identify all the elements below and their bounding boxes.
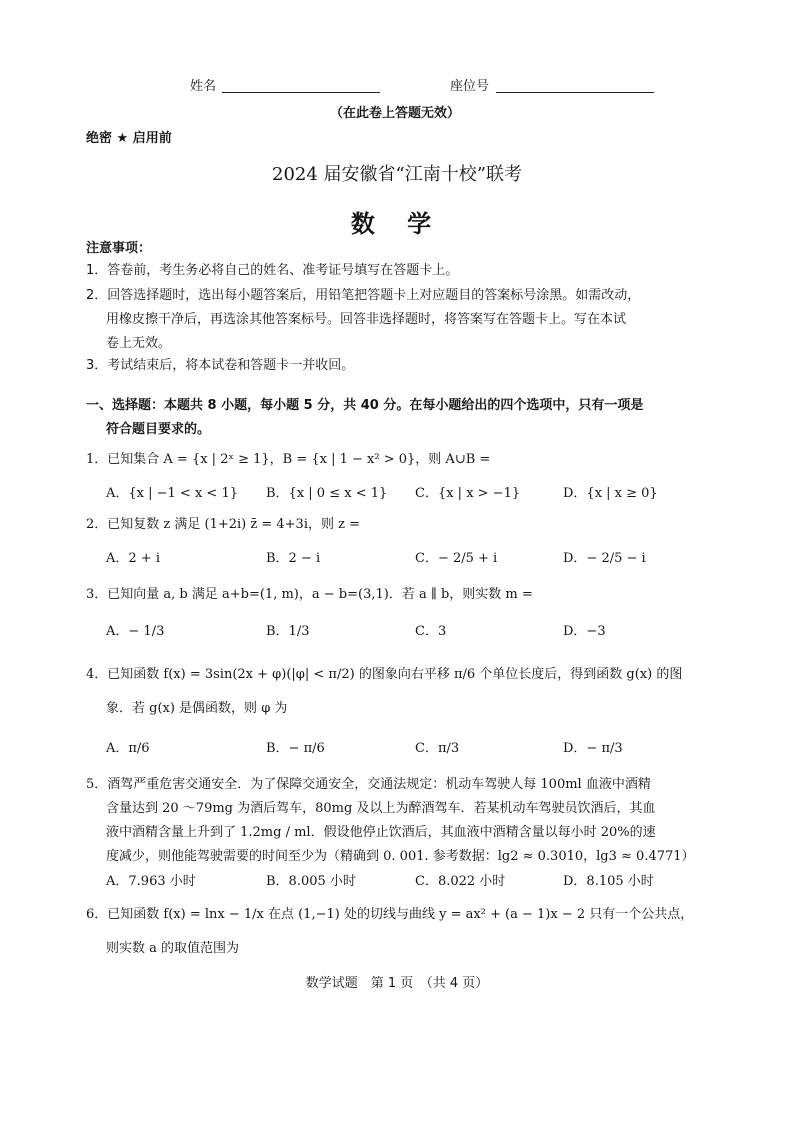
- question-3-option-b: B．1/3: [266, 624, 310, 639]
- question-1-option-a: A．{x | −1 < x < 1}: [106, 486, 238, 501]
- question-2-option-a: A．2 + i: [106, 551, 160, 566]
- question-3-option-c: C．3: [415, 624, 447, 639]
- notice-heading: 注意事项：: [86, 241, 152, 256]
- question-4-option-d: D．− π/3: [563, 741, 623, 756]
- question-4-stem: 4．已知函数 f(x) = 3sin(2x + φ)(|φ| < π/2) 的图象向右平移 π/6 个单位长度后，得到函数 g(x) 的图: [86, 667, 683, 682]
- question-6-stem: 6．已知函数 f(x) = lnx − 1/x 在点 (1,−1) 处的切线与曲线 y = ax² + (a − 1)x − 2 只有一个公共点，: [86, 907, 694, 922]
- question-5-stem-cont: 含量达到 20 ～79mg 为酒后驾车，80mg 及以上为醉酒驾车．若某机动车驾驶员饮酒后，其血: [106, 801, 656, 816]
- section-heading: 一、选择题：本题共 8 小题，每小题 5 分，共 40 分。在每小题给出的四个选项中，只有一项是: [86, 398, 644, 413]
- question-2-option-c: C．− 2/5 + i: [415, 551, 498, 566]
- question-2-stem: 2．已知复数 z 满足 (1+2i) z̄ = 4+3i，则 z =: [86, 517, 360, 532]
- question-3-stem: 3．已知向量 a, b 满足 a+b=(1, m)，a − b=(3,1)．若 a ∥ b，则实数 m =: [86, 587, 533, 602]
- notice-item: 1．答卷前，考生务必将自己的姓名、准考证号填写在答题卡上。: [86, 263, 459, 278]
- question-2-option-b: B．2 − i: [266, 551, 321, 566]
- question-4-option-b: B．− π/6: [266, 741, 325, 756]
- question-1-option-c: C．{x | x > −1}: [415, 486, 521, 501]
- notice-item: 2．回答选择题时，选出每小题答案后，用铅笔把答题卡上对应题目的答案标号涂黑。如需改动，: [86, 288, 641, 303]
- page-footer: 数学试题 第 1 页 （共 4 页）: [305, 976, 489, 991]
- question-5-stem-cont: 度减少，则他能驾驶需要的时间至少为（精确到 0. 001. 参考数据：lg2 ≈ 0.3010，lg3 ≈ 0.4771）: [106, 849, 695, 864]
- question-4-option-c: C．π/3: [415, 741, 460, 756]
- seat-label: 座位号: [450, 79, 490, 94]
- question-5-option-c: C．8.022 小时: [415, 874, 506, 889]
- notice-item: 卷上无效。: [106, 336, 172, 351]
- question-5-stem: 5．酒驾严重危害交通安全．为了保障交通安全，交通法规定：机动车驾驶人每 100ml 血液中酒精: [86, 777, 651, 792]
- question-1-option-b: B．{x | 0 ≤ x < 1}: [266, 486, 388, 501]
- question-5-stem-cont: 液中酒精含量上升到了 1.2mg / ml．假设他停止饮酒后，其血液中酒精含量以每小时 20%的速: [106, 825, 656, 840]
- seat-blank: [496, 78, 654, 93]
- invalid-note: （在此卷上答题无效）: [330, 106, 461, 121]
- question-6-stem-cont: 则实数 a 的取值范围为: [106, 941, 240, 956]
- question-4-option-a: A．π/6: [106, 741, 150, 756]
- question-2-option-d: D．− 2/5 − i: [563, 551, 646, 566]
- question-3-option-d: D．−3: [563, 624, 606, 639]
- question-5-option-d: D．8.105 小时: [563, 874, 654, 889]
- question-4-stem-cont: 象．若 g(x) 是偶函数，则 φ 为: [106, 701, 288, 716]
- confidential-mark: 绝密 ★ 启用前: [86, 131, 172, 146]
- question-1-stem: 1．已知集合 A = {x | 2ˣ ≥ 1}，B = {x | 1 − x² > 0}，则 A∪B =: [86, 452, 491, 467]
- question-1-option-d: D．{x | x ≥ 0}: [563, 486, 658, 501]
- exam-title: 2024 届安徽省“江南十校”联考: [272, 164, 522, 185]
- name-blank: [222, 78, 380, 93]
- subject-title: 数 学: [350, 209, 444, 238]
- notice-item: 用橡皮擦干净后，再选涂其他答案标号。回答非选择题时，将答案写在答题卡上。写在本试: [106, 312, 627, 327]
- question-5-option-b: B．8.005 小时: [266, 874, 356, 889]
- question-5-option-a: A．7.963 小时: [106, 874, 196, 889]
- section-heading-cont: 符合题目要求的。: [106, 422, 211, 437]
- notice-item: 3．考试结束后，将本试卷和答题卡一并收回。: [86, 358, 355, 373]
- question-3-option-a: A．− 1/3: [106, 624, 165, 639]
- name-label: 姓名: [190, 79, 217, 94]
